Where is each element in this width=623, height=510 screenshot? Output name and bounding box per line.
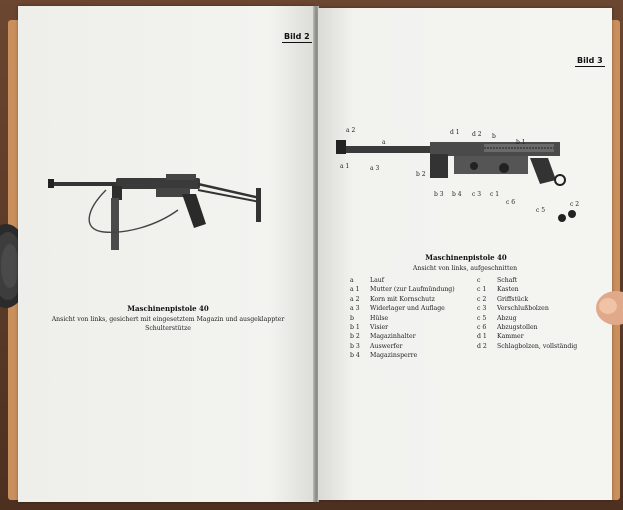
figure-label-b4: b 4 [452, 191, 462, 198]
left-caption-subtitle [40, 315, 296, 333]
legend-label: Abzug [497, 314, 517, 322]
legend-item [350, 323, 478, 332]
legend-item [350, 276, 478, 285]
legend-code: d 1 [477, 333, 487, 341]
legend-item [477, 304, 597, 313]
legend-item [477, 285, 597, 294]
legend-code: c 5 [477, 314, 487, 322]
legend-label: Kasten [497, 286, 519, 294]
legend-label: Schlagbolzen, vollständig [497, 342, 578, 350]
legend-item [350, 314, 478, 323]
legend-label: Magazinsperre [370, 352, 418, 360]
legend-item [350, 295, 478, 304]
figure-label-d1: d 1 [450, 129, 460, 136]
left-caption-line-1: Ansicht von links, gesichert mit eingesetztem Magazin und ausgeklappter [51, 316, 285, 323]
legend-item [477, 332, 597, 341]
legend-code: a 3 [350, 305, 360, 313]
legend-label: Griffstück [497, 295, 529, 303]
legend-code: c 1 [477, 286, 487, 294]
legend-item [477, 314, 597, 323]
legend-code: a 2 [350, 295, 360, 303]
figure-label-c3: c 3 [472, 191, 482, 198]
legend-label: Hülse [370, 314, 389, 322]
legend-label: Widerlager und Auflage [370, 305, 445, 313]
legend-label: Mutter (zur Laufmündung) [370, 286, 455, 294]
legend-item [477, 342, 597, 351]
figure-label-a2: a 2 [346, 127, 356, 134]
legend-label: Lauf [370, 277, 385, 284]
legend-label: Magazinhalter [370, 333, 416, 341]
legend-code: c 2 [477, 295, 487, 303]
legend-label: Auswerfer [370, 342, 403, 350]
figure-label-c5: c 5 [536, 207, 546, 214]
figure-label-a3: a 3 [370, 165, 380, 172]
legend-label: Abzugstollen [497, 323, 538, 331]
legend-code: a [350, 277, 354, 284]
legend-code: b 3 [350, 342, 360, 350]
legend-item [350, 285, 478, 294]
legend-item [350, 332, 478, 341]
left-page-header: Bild 2 [284, 32, 310, 41]
legend-code: b 1 [350, 323, 360, 331]
legend-code: b 2 [350, 333, 360, 341]
left-caption-line-2: Schulterstütze [145, 325, 191, 332]
legend-item [350, 304, 478, 313]
figure-label-c2: c 2 [570, 201, 580, 208]
figure-label-c1: c 1 [490, 191, 500, 198]
legend-label: Kammer [497, 333, 524, 341]
legend-code: a 1 [350, 286, 360, 294]
legend-code: b 4 [350, 352, 360, 360]
legend-item [477, 276, 597, 285]
figure-label-c6: c 6 [506, 199, 516, 206]
legend-code: b [350, 314, 354, 322]
legend-item [350, 342, 478, 351]
figure-label-a1: a 1 [340, 163, 350, 170]
legend-item [477, 323, 597, 332]
legend-code: d 2 [477, 342, 487, 350]
legend-item [350, 351, 478, 360]
legend-item [477, 295, 597, 304]
legend-label: Verschlußbolzen [497, 305, 549, 313]
figure-label-b2: b 2 [416, 171, 426, 178]
right-caption-title: Maschinenpistole 40 [425, 253, 507, 262]
legend-column-left [350, 276, 478, 361]
right-page-header: Bild 3 [577, 56, 603, 65]
legend-label: Schaft [497, 277, 518, 284]
legend-code: c [477, 277, 481, 284]
legend-code: c 6 [477, 323, 487, 331]
legend-column-right [477, 276, 597, 351]
mp40-cutaway-illustration [334, 124, 586, 232]
figure-label-b: b [492, 133, 496, 140]
figure-label-a: a [382, 139, 386, 146]
right-caption-subtitle: Ansicht von links, aufgeschnitten [412, 265, 518, 272]
legend-label: Korn mit Kornschutz [370, 295, 435, 303]
thumb-holding-page [594, 288, 623, 328]
legend-label: Visier [370, 323, 389, 331]
figure-label-b3: b 3 [434, 191, 444, 198]
left-caption-title: Maschinenpistole 40 [127, 304, 209, 313]
mp40-side-view-illustration [46, 170, 268, 256]
figure-label-d2: d 2 [472, 131, 482, 138]
legend-code: c 3 [477, 305, 487, 313]
figure-label-b1: b 1 [516, 139, 526, 146]
